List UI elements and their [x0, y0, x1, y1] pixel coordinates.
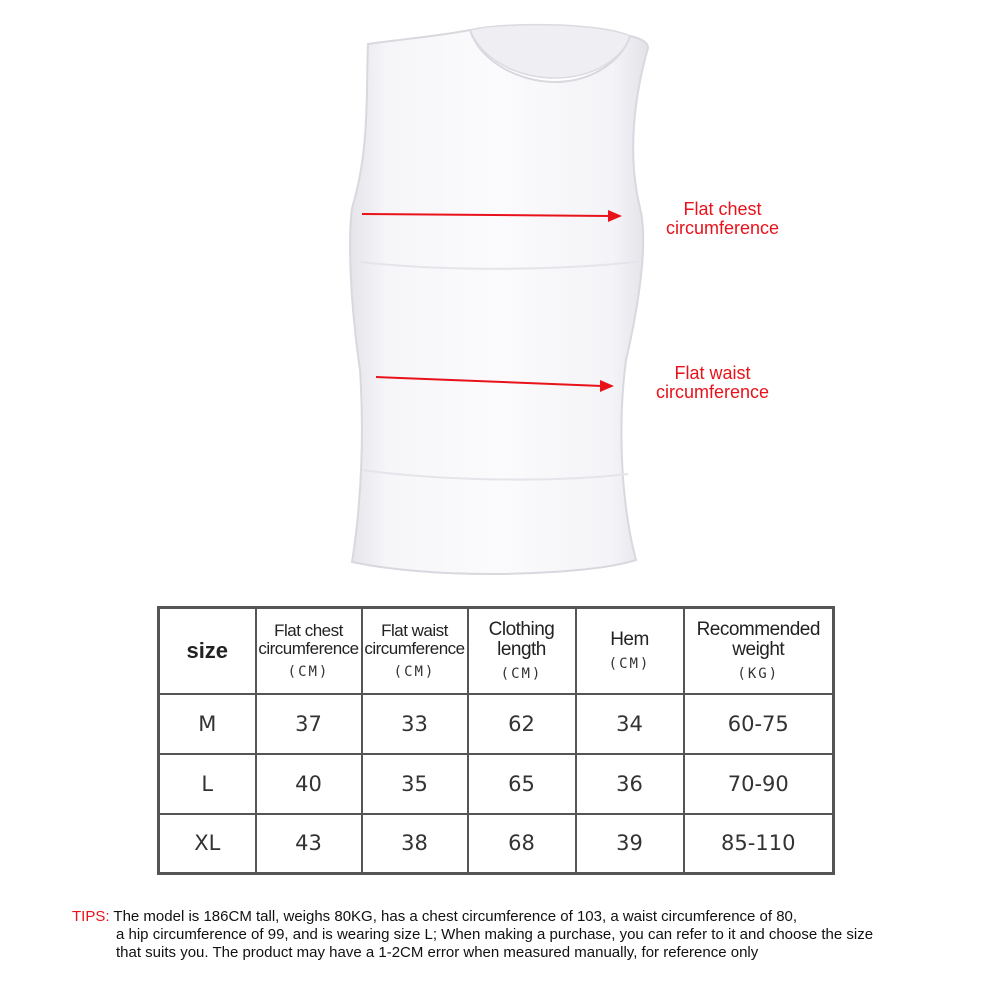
cell-waist: [362, 754, 468, 814]
tips-line-1: [72, 908, 972, 926]
cell-value: 39: [616, 831, 643, 856]
header-hem: [576, 608, 684, 694]
cell-hem: [576, 814, 684, 874]
header-waist-line2: circumference: [364, 638, 465, 658]
waist-callout: [630, 364, 795, 402]
header-waist-unit: (CM): [393, 663, 436, 680]
cell-value: 36: [616, 771, 643, 796]
waist-callout-line1: Flat waist: [674, 363, 751, 383]
header-chest-line2: circumference: [258, 638, 359, 658]
cell-length: [468, 754, 576, 814]
header-weight: [684, 608, 834, 694]
header-length-unit: (CM): [500, 665, 543, 682]
cell-value: 70-90: [727, 771, 789, 796]
cell-size: [159, 694, 256, 754]
tips-text-1: The model is 186CM tall, weighs 80KG, has a chest circumference of 103, a waist circumference of 80,: [113, 908, 798, 925]
cell-size: [159, 814, 256, 874]
cell-value: 68: [508, 831, 535, 856]
header-chest-line1: Flat chest: [274, 620, 343, 640]
cell-value: 33: [401, 711, 428, 736]
table-header-row: [159, 608, 834, 694]
waist-callout-line2: circumference: [655, 382, 770, 402]
header-size-label: size: [186, 637, 229, 663]
header-weight-line1: Recommended: [696, 618, 820, 640]
chest-callout: [640, 200, 805, 238]
cell-waist: [362, 814, 468, 874]
cell-value: 34: [616, 711, 643, 736]
header-chest-unit: (CM): [287, 663, 330, 680]
cell-weight: [684, 754, 834, 814]
table-row: [159, 694, 834, 754]
header-size: [159, 608, 256, 694]
cell-value: 60-75: [727, 711, 789, 736]
header-hem-line1: Hem: [610, 628, 649, 650]
header-length: [468, 608, 576, 694]
cell-waist: [362, 694, 468, 754]
tips-line-2: a hip circumference of 99, and is wearing size L; When making a purchase, you can refer to it and choose the size: [116, 926, 874, 943]
cell-value: XL: [194, 831, 221, 856]
tips-line-3: that suits you. The product may have a 1-2CM error when measured manually, for reference only: [116, 944, 759, 961]
cell-chest: [256, 814, 362, 874]
cell-hem: [576, 754, 684, 814]
cell-weight: [684, 814, 834, 874]
cell-value: M: [198, 711, 217, 736]
cell-value: 65: [508, 771, 535, 796]
cell-length: [468, 814, 576, 874]
size-chart-table: [157, 606, 835, 875]
header-weight-unit: (KG): [737, 665, 780, 682]
tips-label: TIPS:: [72, 908, 110, 925]
tips-note: [72, 908, 972, 962]
cell-value: 43: [295, 831, 322, 856]
header-length-line2: length: [497, 638, 546, 660]
cell-value: L: [201, 771, 214, 796]
cell-value: 40: [295, 771, 322, 796]
cell-value: 35: [401, 771, 428, 796]
cell-size: [159, 754, 256, 814]
table-row: [159, 754, 834, 814]
cell-chest: [256, 694, 362, 754]
header-length-line1: Clothing: [488, 618, 555, 640]
cell-value: 38: [401, 831, 428, 856]
chest-callout-line2: circumference: [665, 218, 780, 238]
table-row: [159, 814, 834, 874]
header-chest: [256, 608, 362, 694]
chest-callout-line1: Flat chest: [683, 199, 762, 219]
cell-length: [468, 694, 576, 754]
header-waist: [362, 608, 468, 694]
header-hem-unit: (CM): [608, 655, 651, 672]
cell-hem: [576, 694, 684, 754]
header-waist-line1: Flat waist: [381, 620, 448, 640]
cell-chest: [256, 754, 362, 814]
cell-value: 37: [295, 711, 322, 736]
cell-value: 85-110: [721, 831, 796, 856]
cell-value: 62: [508, 711, 535, 736]
cell-weight: [684, 694, 834, 754]
header-weight-line2: weight: [732, 638, 785, 660]
